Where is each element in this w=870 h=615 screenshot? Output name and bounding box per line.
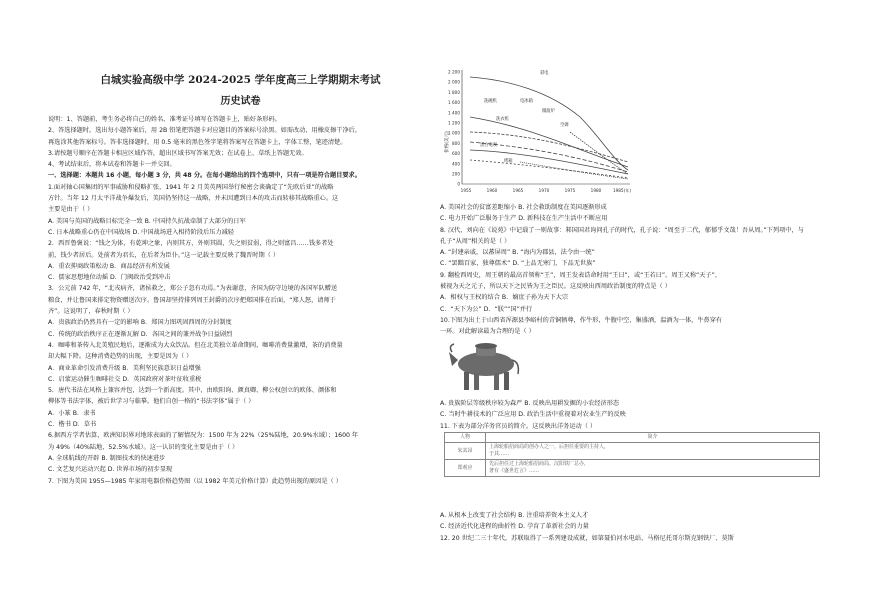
text-line: 4、考试结束后，将本试卷和答题卡一并交回。 [48,161,176,169]
text-line: C. 经济近代化进程的曲折性 D. 孕育了革新社会的力量 [440,523,589,531]
chart-y-tick: 800 [452,140,460,146]
text-line: 孔子“从周”相关的是（ ） [440,237,511,245]
text-line: A．贵族政治仍然具有一定的影响 B．郑国力图巩固西周的分封制度 [48,319,232,327]
chart-line-color-tv [470,77,628,170]
table-row: 郑观应 先后担任过上海轮船招商局、汉阳铁厂总办， 著有《盛世危言》…… [445,460,820,477]
text-line: 前，钱少者居后。处前者为君长，在后者为臣仆。”这一记载主要反映了魏晋时期（ ） [48,251,280,259]
text-line: 2．西晋鲁褒说：“钱之为体，有乾坤之象，内则其方，外则其圆，失之则贫弱，得之则富昌……钱多者处 [48,240,334,248]
chart-series-label: 黑白电视 [480,143,498,148]
chart-series-label: 烤箱 [504,159,513,164]
text-line: 说明：1、答题前，考生务必将自己的姓名、准考证号填写在答题卡上，贴好条形码。 [48,116,281,123]
right-text-top [440,202,822,338]
text-line: 8. 汉代，刘向在《说苑》中记载了一则故事：邾国国君询问孔子的时代，孔子说：“周至于二代，郁郁乎文哉！吾从周。”下列项中，与 [440,226,804,234]
text-line: C．“天下为公” D．“朕”“国”并行 [440,305,533,313]
text-line: 再选涂其他答案标号。答非选择题时，用 0.5 毫米的黑色签字笔将答案写在答题卡上，字体工整，笔迹清楚。 [48,138,347,146]
chart-x-tick: 1955 [460,188,472,193]
text-line: C. 电力开始广泛服务于生产 D. 新科技在生产生活中不断应用 [440,215,608,223]
text-line: 却大幅下降。这种消费趋势的出现，主要是因为（ ） [48,353,193,361]
text-line: C．传统的政治秩序正在逐渐瓦解 D．各国之间的兼并战争日益剧烈 [48,330,233,338]
chart-x-tick: 1975 [564,188,576,193]
text-line: 2、答选择题时，选出每小题答案后，用 2B 铅笔把答题卡对应题目的答案标号涂黑。如需改动，用橡皮擦干净后， [48,127,362,135]
chart-x-tick: 1960 [486,188,498,193]
text-line: 9. 翻检西周史，周王朝的最高首领称“王”，周王发表诰命时用“王曰”，或“王若曰”。周王又称“天子”， [440,271,722,279]
chart-y-tick: 1 600 [448,100,460,106]
chart-x-tick: 1980 [590,188,602,193]
text-line: C. 日本战略重心仍在中国战场 D. 中国战场进入相持阶段后压力减轻 [48,228,234,236]
text-line: A．重农抑商政策松动 B．商品经济有所发展 [48,262,170,270]
chart-x-tick: 1970 [538,188,550,193]
bronze-ox-vessel-image [446,338,524,396]
chart-x-tick: 1985(年) [612,188,632,193]
text-line: 为 49%（40%陆地，52.5%水域）。这一认识的变化主要是由于（ ） [48,443,239,451]
text-line: 主要是由于（ ） [48,206,94,214]
exam-title: 白城实验高级中学 2024-2025 学年度高三上学期期末考试 [100,74,381,86]
chart-y-tick: 1 000 [448,130,460,136]
chart-series-label: 微波炉 [542,109,555,114]
text-line: 6.据西方学者估算，欧洲知识界对地球表面的了解情况为：1500 年为 22%（25%陆地，20.9%水域）；1600 年 [48,432,359,440]
text-line: 1.面对轴心国集团的军事威胁和侵略扩张，1941 年 2 月美英两国举行秘密会谈确定了“先欧后亚”的战略 [48,183,334,191]
text-line: A. 贵族阶层等级秩序较为森严 B. 反映出用耕发掘的小农经济形态 [440,400,620,407]
chart-series-label: 洗衣机 [496,117,509,122]
text-line: C. “罢黜百家，独尊儒术” D. “上品无寒门，下品无世族” [440,260,596,268]
text-line: 齐”。这说明了，春秋时期（ ） [48,308,134,316]
right-text-mid [440,398,822,432]
chart-y-tick: 1 400 [448,110,460,116]
text-line: A．小篆 B．隶书 [48,409,96,417]
text-line: A. 美国与英国的战略目标完全一致 B. 中国持久抗战牵制了大部分的日军 [48,217,246,225]
left-text-block [48,114,433,487]
text-line: 一、选择题：本题共 16 小题，每小题 3 分，共 48 分。在每小题给出的四个选项中，只有一项是符合题目要求。 [48,172,361,180]
text-line: 5．唐代书法在风格上兼容并包，达到一个新高度。其中，由欧阳询、颜真卿、柳公权创立的欧体、颜体和 [48,387,337,395]
text-line: C. 文艺复兴运动兴起 D. 世界市场的初步显现 [48,466,173,474]
chart-y-tick: 2 000 [448,79,460,85]
chart-y-tick: 1 200 [448,120,460,126]
chart-y-tick: 1 800 [448,89,460,95]
official-profiles-table [444,432,820,477]
text-line: C．启蒙运动催生咖啡社交 D．英国政府对茶叶征收重税 [48,375,202,383]
chart-y-tick: 600 [452,151,460,157]
text-line: C. 当时牛耕技术的广泛应用 D. 政治生活中重视着对农业生产的反映 [440,411,626,419]
chart-y-tick: 2 200 [448,69,460,75]
chart-x-tick: 1965 [512,188,524,193]
text-line: 3.请按题号顺序在答题卡相应区域作答，超出区域书写答案无效；在试卷上、草纸上答题无效。 [48,149,308,157]
text-line: 被视为天之元子，所以天下之民皆为王之臣民。这反映出西周政治制度的特点是（ ） [440,283,671,291]
table-row: 朱其昂 上海轮船招商局的创办人之一，后担任重要的主持人， 于其…… [445,443,820,460]
chart-line-refrigerator [470,117,628,167]
text-line: C．楷书 D．草书 [48,421,97,429]
chart-series-label: 洗碗机 [484,99,497,104]
text-line: A. 美国社会的贫富差距缩小 B. 社会救助制度在美国逐渐形成 [440,204,607,211]
chart-y-tick: 400 [452,161,460,167]
exam-subtitle: 历史试卷 [220,96,261,107]
text-line: 方针。当年 12 月太平洋战争爆发后，美国仍坚持这一战略，并未因遭到日本的攻击而转移其战略重心。这 [48,195,339,203]
table-header-intro: 简介 [486,433,820,443]
text-line: 11. 下表为部分洋务官员的简介。这反映出洋务运动（ ） [440,422,597,430]
appliance-price-chart [440,62,640,202]
text-line: A. 全球航线的开辟 B. 制图技术的快速进步 [48,454,166,462]
chart-series-label: 空调 [560,123,569,128]
chart-series-label: 彩电 [540,71,549,76]
text-line: 柳体等书法字体，被后世学习与临摹。他们自创一格的“书法字体”属于（ ） [48,398,255,406]
chart-y-tick: 200 [452,171,460,177]
text-line: A. 从根本上改变了社会结构 B. 注重培养资本主义人才 [440,512,589,519]
chart-series-label: 电冰箱 [520,99,533,104]
text-line: C．儒家思想地位动摇 D．门阀政治受到冲击 [48,274,171,282]
text-line: A．相权与王权的结合 B．嫡庶子孙为天下大宗 [440,294,569,302]
text-line: 4．咖啡和茶传入北美殖民地后，逐渐成为大众饮品。但在北美独立革命期间，咖啡消费量激增，茶的消费量 [48,341,343,349]
chart-ylabel: 价格(美元) [445,131,450,153]
text-line: 10.下图为出土于山西省浑源县李峪村的青铜牺尊，作牛形，牛腹中空，集盛酒，温酒为一体，牛鼻穿有 [440,316,723,324]
text-line: 一环。对此解读最为合理的是（ ） [440,328,535,336]
text-line: A．商业革命引发消费升级 B．美利坚民族意识日益增强 [48,364,201,372]
text-line: 3．公元前 742 年，“北戎病齐，诸侯救之，郑公子忽有功焉。”为表谢意，齐国为防守边境的各国军队赠送 [48,285,338,293]
text-line: 7. 下图为美国 1955—1985 年家用电器价格趋势图（以 1982 年美元价格计算）此趋势出现的原因是（ ） [48,477,342,485]
chart-line-washer [470,150,628,174]
text-line: 粮食，并让鲁国来排定物资赠送次序。鲁国却坚持排列周王封爵的次序把郑国排在后面，“郑人怒，请师于 [48,296,336,304]
right-text-bottom [440,510,822,544]
table-header-person: 人物 [445,433,486,443]
chart-y-tick: 0 [457,181,460,187]
text-line: 12. 20 世纪二三十年代，苏联取得了一系列建设成就，如第聂伯河水电站、马格尼托哥尔斯克钢铁厂、莫斯 [440,534,734,542]
text-line: A. “封建亲戚，以蕃屏周” B. “海内为郡县，法令由一统” [440,249,595,257]
